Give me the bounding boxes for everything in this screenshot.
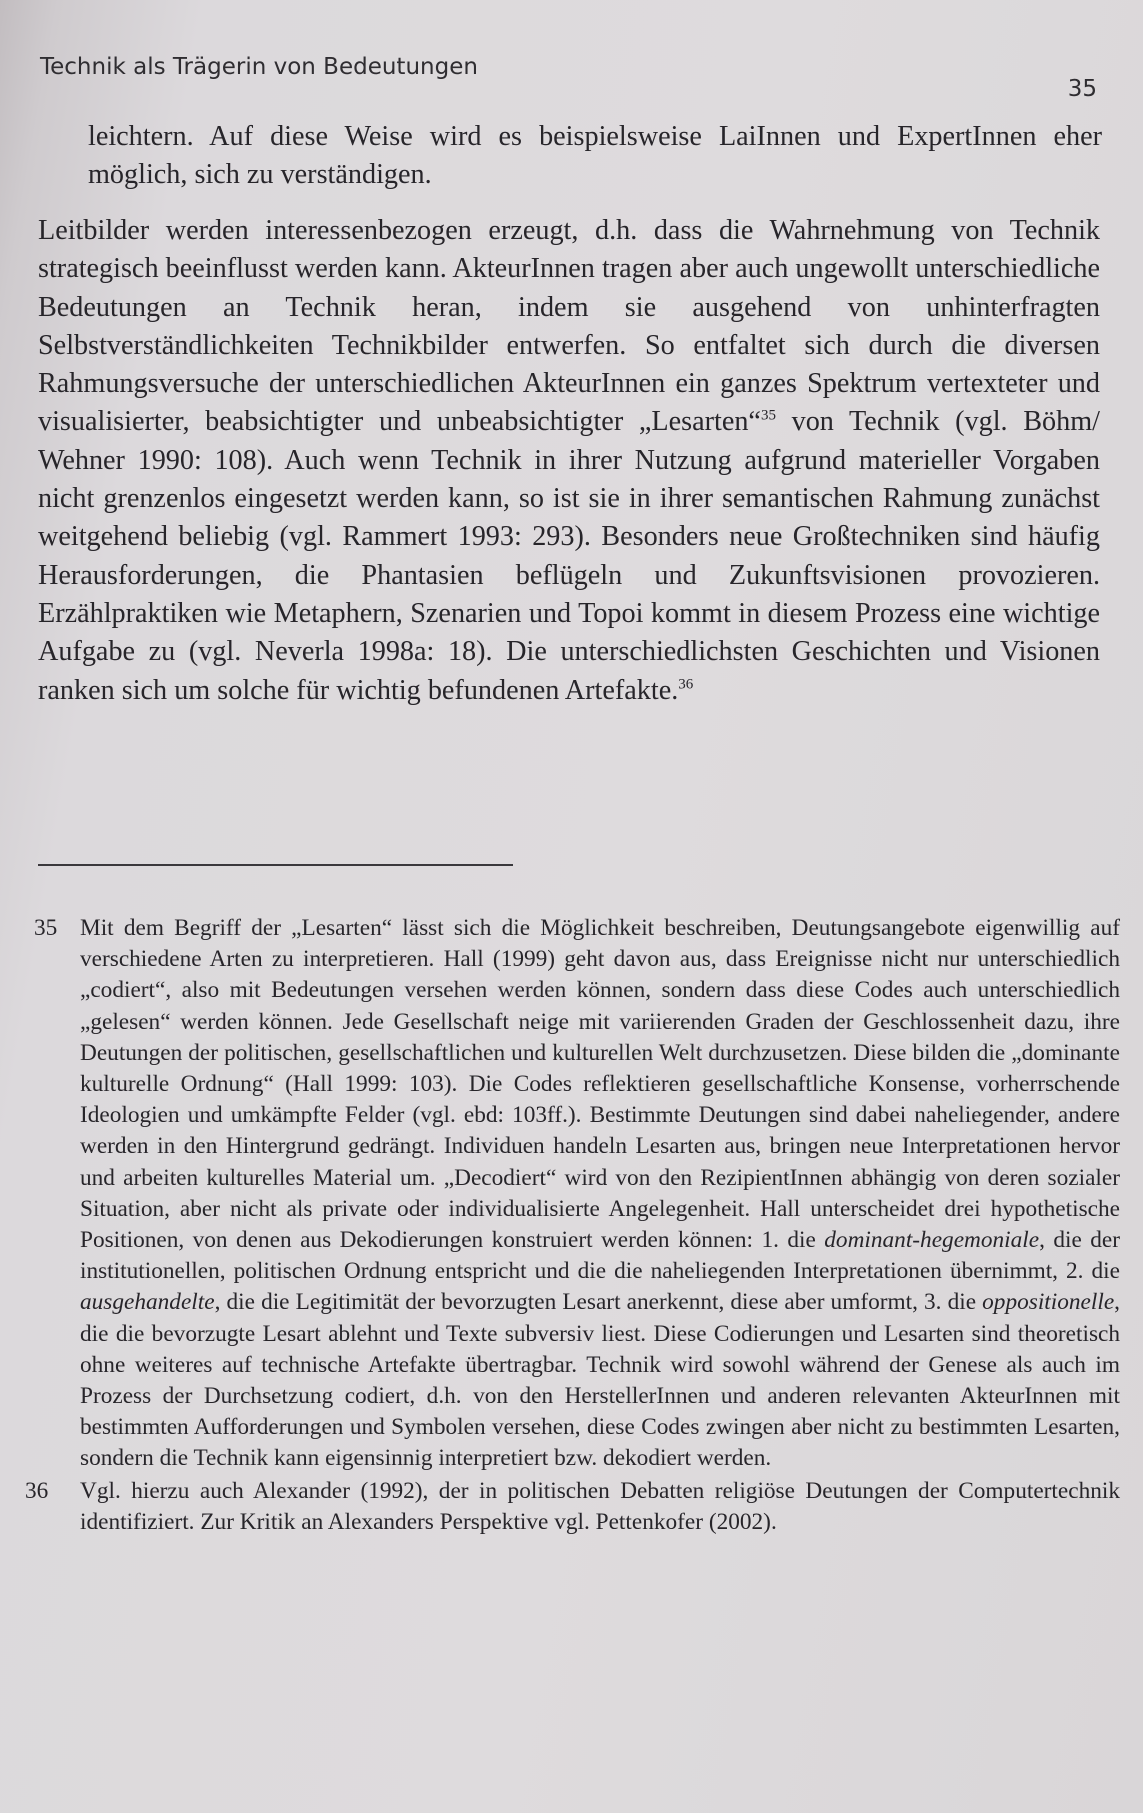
footnote-emphasis: oppositionelle bbox=[982, 1289, 1115, 1316]
footnote-emphasis: ausgehandelte bbox=[80, 1289, 215, 1316]
footnote-text: Vgl. hierzu auch Alexander (1992), der in politischen Debatten religiöse Deutungen der Computertechnik identifiziert. Zur Kritik an Alexanders Perspektive vgl. Pettenkofer (2002). bbox=[80, 1477, 1120, 1535]
page-number: 35 bbox=[1067, 76, 1097, 102]
footnotes bbox=[25, 913, 1120, 1539]
footnote-35 bbox=[28, 913, 1120, 1475]
paragraph-leitbilder bbox=[38, 212, 1100, 710]
footnote-emphasis: dominant-hegemoniale bbox=[824, 1227, 1040, 1254]
footnote-text: , die die bevorzugte Lesart ablehnt und Texte subversiv liest. Diese Codierungen und Lesarten sind theoretisch ohne weiteres auf technische Artefakte übertragbar. Technik wird sowohl während der Genese als auch im Prozess der Durchsetzung codiert, d.h. von den HerstellerInnen und anderen relevanten AkteurInnen mit bestimmten Aufforderungen und Symbolen versehen, diese Codes zwingen aber nicht zu bestimmten Lesarten, sondern die Technik kann eigensinnig interpretiert bzw. dekodiert werden. bbox=[80, 1289, 1120, 1472]
footnote-number: 36 bbox=[25, 1477, 49, 1504]
footnote-text: , die der institutionellen, politischen Ordnung entspricht und die die naheliegenden Interpretationen übernimmt, 2. die bbox=[80, 1227, 1120, 1285]
paragraph-text-part: Leitbilder werden interessenbezogen erzeugt, d.h. dass die Wahrnehmung von Technik strategisch beeinflusst werden kann. AkteurInnen tragen aber auch ungewollt unterschiedliche Bedeutungen an Technik heran, indem sie ausgehend von unhinterfragten Selbstverständlichkeiten Technikbilder entwerfen. So entfaltet sich durch die diversen Rahmungsversuche der unterschiedlichen AkteurInnen ein ganzes Spektrum vertexteter und visualisierter, beabsichtigter und unbeabsichtigter „Lesarten“ bbox=[38, 215, 1100, 438]
paragraph-text-part: von Technik (vgl. Böhm/ Wehner 1990: 108). Auch wenn Technik in ihrer Nutzung aufgrund materieller Vorgaben nicht grenzenlos eingesetzt werden kann, so ist sie in ihrer semantischen Rahmung zunächst weitgehend beliebig (vgl. Rammert 1993: 293). Besonders neue Großtechniken sind häufig Herausforderungen, die Phantasien beflügeln und Zukunftsvisionen provozieren. Erzählpraktiken wie Metaphern, Szenarien und Topoi kommt in diesem Prozess eine wichtige Aufgabe zu (vgl. Neverla 1998a: 18). Die unterschiedlichsten Geschichten und Visionen ranken sich um solche für wichtig befundenen Artefakte. bbox=[38, 406, 1100, 706]
footnote-ref-35[interactable]: 35 bbox=[760, 408, 776, 425]
footnote-text: Mit dem Begriff der „Lesarten“ lässt sich die Möglichkeit beschreiben, Deutungsangebote eigenwillig auf verschiedene Arten zu interpretieren. Hall (1999) geht davon aus, dass Ereignisse nicht nur unterschiedlich „codiert“, also mit Bedeutungen versehen werden können, sondern dass diese Codes auch unterschiedlich „gelesen“ werden können. Jede Gesellschaft neige mit variierenden Graden der Geschlossenheit dazu, ihre Deutungen der politischen, gesellschaftlichen und kulturellen Welt durchzusetzen. Diese bilden die „dominante kulturelle Ordnung“ (Hall 1999: 103). Die Codes reflektieren gesellschaftliche Konsense, vorherrschende Ideologien und umkämpfte Felder (vgl. ebd: 103ff.). Bestimmte Deutungen sind dabei naheliegender, andere werden in den Hintergrund gedrängt. Individuen handeln Lesarten aus, bringen neue Interpretationen hervor und arbeiten kulturelles Material um. „Decodiert“ wird von den RezipientInnen abhängig von deren sozialer Situation, aber nicht als private oder individualisierte Angelegenheit. Hall unterscheidet drei hypothetische Positionen, von denen aus Dekodierungen konstruiert werden können: 1. die bbox=[80, 915, 1120, 1254]
paragraph-continuation: leichtern. Auf diese Weise wird es beispielsweise LaiInnen und ExpertInnen eher möglich, sich zu verständigen. bbox=[88, 121, 1102, 191]
running-title: Technik als Trägerin von Bedeutungen bbox=[40, 54, 478, 80]
footnote-text: , die die Legitimität der bevorzugten Lesart anerkennt, diese aber umformt, 3. die bbox=[214, 1289, 983, 1316]
footnote-number: 35 bbox=[34, 915, 58, 941]
footnote-separator bbox=[38, 864, 513, 866]
footnote-36 bbox=[25, 1476, 1120, 1538]
footnote-ref-36[interactable]: 36 bbox=[678, 676, 694, 693]
